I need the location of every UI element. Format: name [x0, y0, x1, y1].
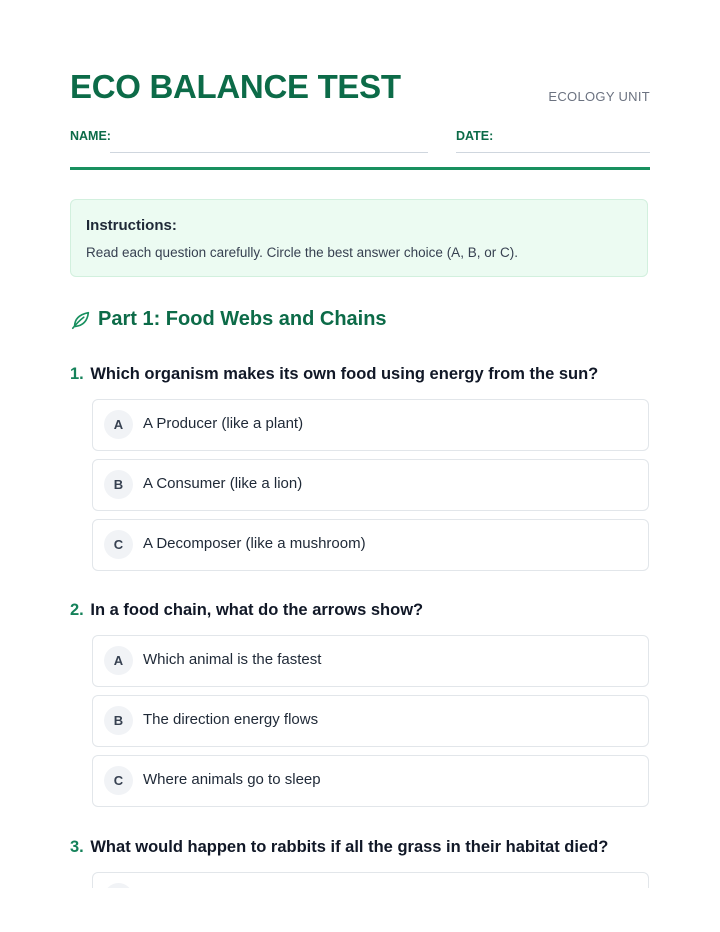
- question-number: 3.: [70, 838, 84, 856]
- option-text: Which animal is the fastest: [143, 651, 322, 668]
- option-3a[interactable]: [92, 872, 649, 888]
- option-text: Where animals go to sleep: [143, 771, 321, 788]
- header-divider: [70, 167, 650, 170]
- question-1: [70, 365, 598, 384]
- option-letter: [104, 883, 133, 888]
- name-label: NAME:: [70, 129, 111, 143]
- option-text: A Consumer (like a lion): [143, 475, 303, 492]
- question-text: Which organism makes its own food using energy from the sun?: [90, 365, 599, 383]
- option-2b[interactable]: [92, 695, 649, 747]
- test-page: [70, 0, 650, 888]
- option-1c[interactable]: [92, 519, 649, 571]
- option-letter: B: [104, 706, 133, 735]
- option-1a[interactable]: [92, 399, 649, 451]
- date-label: DATE:: [456, 129, 494, 143]
- question-number: 2.: [70, 601, 84, 619]
- name-field[interactable]: [110, 152, 428, 153]
- option-2a[interactable]: [92, 635, 649, 687]
- option-1b[interactable]: [92, 459, 649, 511]
- question-number: 1.: [70, 365, 84, 383]
- leaf-icon: [70, 309, 92, 331]
- page-title: ECO BALANCE TEST: [70, 68, 401, 105]
- option-letter: C: [104, 530, 133, 559]
- option-letter: A: [104, 646, 133, 675]
- option-letter: B: [104, 470, 133, 499]
- question-text: What would happen to rabbits if all the grass in their habitat died?: [90, 838, 609, 856]
- option-letter: C: [104, 766, 133, 795]
- question-text: In a food chain, what do the arrows show?: [90, 601, 424, 619]
- question-2: [70, 601, 423, 620]
- instructions-box: [70, 199, 648, 277]
- option-text: A Decomposer (like a mushroom): [143, 535, 366, 552]
- instructions-text: Read each question carefully. Circle the best answer choice (A, B, or C).: [86, 245, 518, 260]
- option-2c[interactable]: [92, 755, 649, 807]
- section-heading: [70, 308, 387, 331]
- option-letter: A: [104, 410, 133, 439]
- option-text: A Producer (like a plant): [143, 415, 304, 432]
- question-3: [70, 838, 608, 857]
- unit-label: ECOLOGY UNIT: [548, 89, 650, 104]
- date-field[interactable]: [456, 152, 650, 153]
- option-text: The direction energy flows: [143, 711, 319, 728]
- instructions-title: Instructions:: [86, 217, 177, 234]
- section-title: Part 1: Food Webs and Chains: [98, 308, 387, 330]
